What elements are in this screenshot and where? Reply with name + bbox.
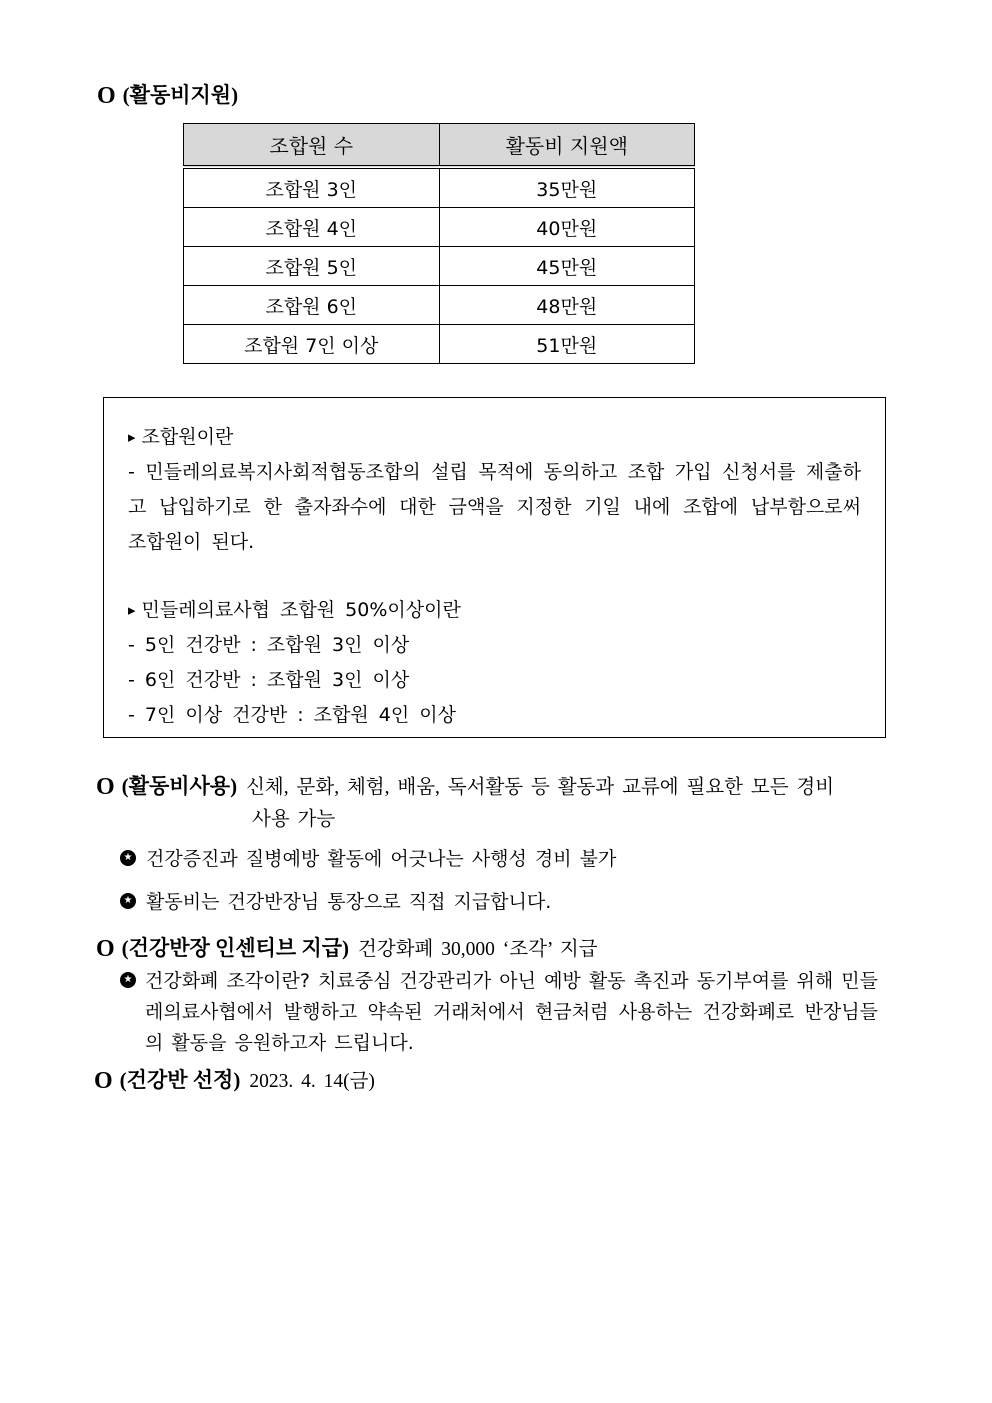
o-marker: O (96, 774, 115, 800)
bullet-text: 건강화폐 조각이란? 치료중심 건강관리가 아닌 예방 활동 촉진과 동기부여를 위해 민들레의료사협에서 발행하고 약속된 거래처에서 현금처럼 사용하는 건강화폐로 반장님들의 활동을 응원하고자 드립니다. (145, 970, 878, 1054)
section-title: (활동비지원) (122, 83, 239, 107)
support-table (183, 123, 695, 364)
section-title: (건강반 선정) (119, 1068, 241, 1092)
bullet-text: 건강증진과 질병예방 활동에 어긋나는 사행성 경비 불가 (146, 848, 617, 870)
section-heading-support (97, 79, 238, 110)
star-circle-bullet-icon: ★ (120, 972, 136, 988)
table-cell: 51만원 (439, 325, 695, 364)
date-text: 2023. 4. 14(금) (249, 1071, 375, 1092)
table-cell: 조합원 3인 (184, 167, 440, 208)
table-row (184, 286, 695, 325)
info-item-title: 민들레의료사협 조합원 50%이상이란 (141, 599, 461, 621)
table-row (184, 247, 695, 286)
o-marker: O (96, 936, 115, 962)
spacer (128, 560, 861, 593)
table-cell: 48만원 (439, 286, 695, 325)
info-item-line: - 5인 건강반 : 조합원 3인 이상 (128, 634, 410, 656)
bullet-item (120, 846, 616, 872)
section-text-continued: 사용 가능 (252, 809, 336, 830)
info-item-line: - 6인 건강반 : 조합원 3인 이상 (128, 669, 410, 691)
section-heading-usage (96, 770, 834, 801)
table-cell: 45만원 (439, 247, 695, 286)
info-item-body: - 민들레의료복지사회적협동조합의 설립 목적에 동의하고 조합 가입 신청서를 제출하고 납입하기로 한 출자좌수에 대한 금액을 지정한 기일 내에 조합에 납부함으로써 조합원이 된다. (128, 461, 861, 553)
section-title: (활동비사용) (121, 774, 238, 798)
section-title: (건강반장 인센티브 지급) (121, 936, 350, 960)
table-header-row (184, 124, 695, 168)
table-cell: 조합원 4인 (184, 208, 440, 247)
table-cell: 조합원 5인 (184, 247, 440, 286)
table-row (184, 167, 695, 208)
table-row (184, 325, 695, 364)
incentive-bullet-paragraph (120, 966, 878, 1059)
table-header-cell-members: 조합원 수 (184, 124, 440, 168)
table-cell: 40만원 (439, 208, 695, 247)
info-item-title-row (128, 420, 861, 455)
info-item-title-row (128, 593, 861, 628)
table-cell: 35만원 (439, 167, 695, 208)
section-text: 건강화폐 30,000 ‘조각’ 지급 (358, 939, 598, 960)
bullet-item (120, 889, 551, 915)
star-circle-bullet-icon: ★ (120, 850, 136, 866)
bullet-text: 활동비는 건강반장님 통장으로 직접 지급합니다. (146, 891, 552, 913)
info-box (103, 397, 886, 738)
info-item-line: - 7인 이상 건강반 : 조합원 4인 이상 (128, 704, 456, 726)
table-cell: 조합원 7인 이상 (184, 325, 440, 364)
triangle-bullet-icon: ▸ (128, 428, 136, 446)
triangle-bullet-icon: ▸ (128, 601, 136, 619)
o-marker: O (97, 83, 116, 109)
table-header-cell-amount: 활동비 지원액 (439, 124, 695, 168)
info-item-title: 조합원이란 (141, 426, 234, 448)
table-cell: 조합원 6인 (184, 286, 440, 325)
section-heading-selection (94, 1064, 375, 1095)
star-circle-bullet-icon: ★ (120, 893, 136, 909)
o-marker: O (94, 1068, 113, 1094)
table-row (184, 208, 695, 247)
section-text: 신체, 문화, 체험, 배움, 독서활동 등 활동과 교류에 필요한 모든 경비 (246, 777, 835, 798)
section-heading-incentive (96, 932, 598, 963)
